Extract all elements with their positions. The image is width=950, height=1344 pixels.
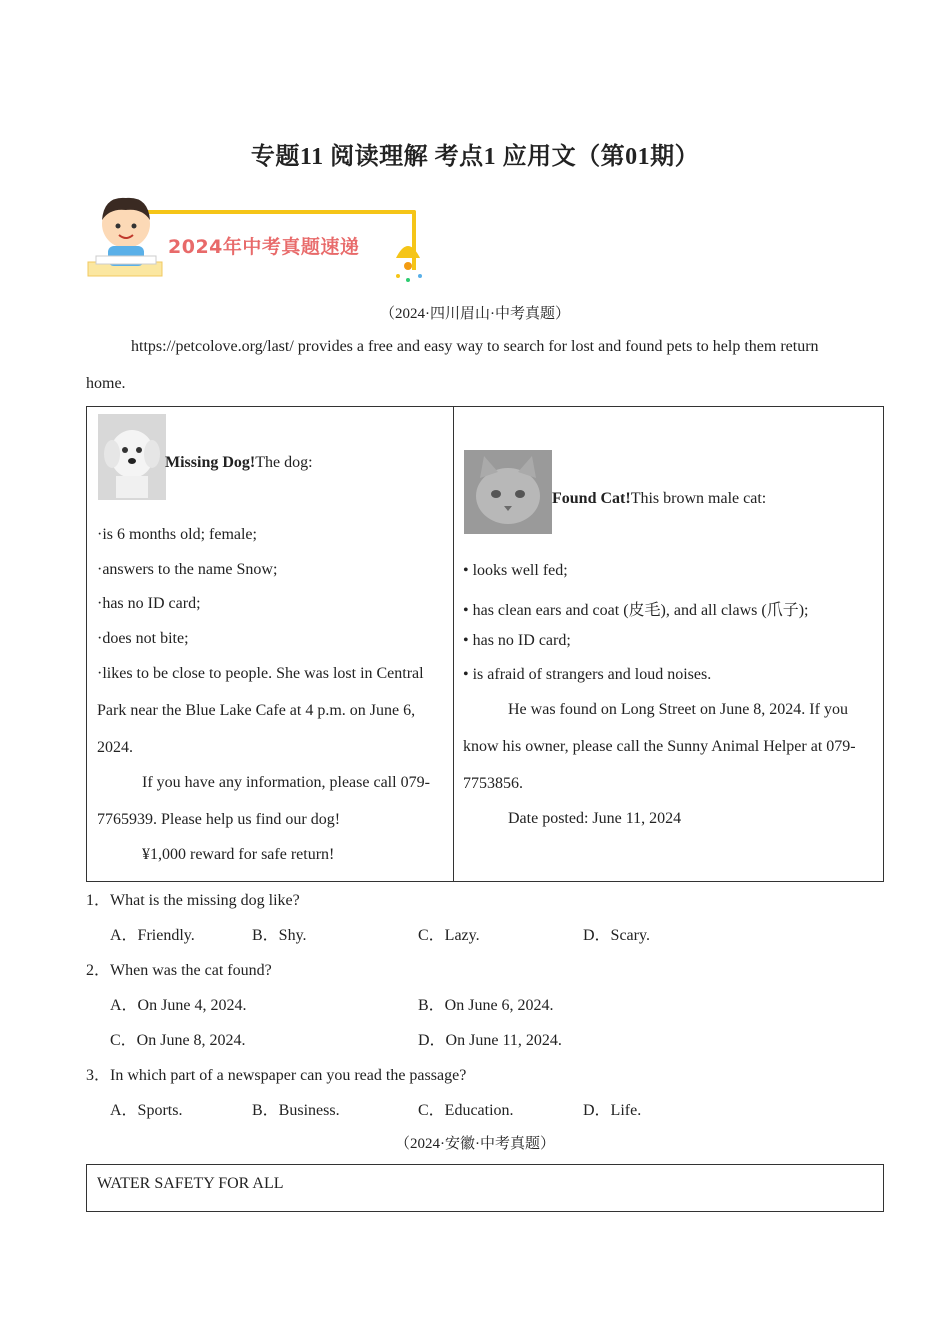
intro-text-cont: home. — [86, 375, 126, 392]
question-stem: 3．In which part of a newspaper can you read the passage? — [86, 1067, 467, 1084]
dog-item: ·does not bite; — [97, 630, 189, 647]
cat-subheading: This brown male cat: — [630, 490, 767, 507]
dog-heading: Missing Dog! — [165, 454, 256, 471]
dog-reward: ¥1,000 reward for safe return! — [142, 846, 335, 863]
column-divider — [453, 407, 454, 881]
dog-item: ·has no ID card; — [97, 595, 201, 612]
page-title: 专题11 阅读理解 考点1 应用文（第01期） — [250, 144, 700, 170]
answer-option[interactable]: A．On June 4, 2024. — [110, 997, 247, 1014]
dog-photo — [98, 414, 166, 500]
question-stem: 2．When was the cat found? — [86, 962, 272, 979]
cat-heading: Found Cat! — [552, 490, 631, 507]
answer-option[interactable]: A．Friendly. — [110, 927, 195, 944]
dog-item: ·is 6 months old; female; — [97, 526, 257, 543]
dog-text-line: 2024. — [97, 739, 133, 756]
cat-found-line: He was found on Long Street on June 8, 2024. If you — [508, 701, 848, 718]
cat-item: • looks well fed; — [463, 562, 568, 579]
dog-contact-line: 7765939. Please help us find our dog! — [97, 811, 341, 828]
dog-item: ·answers to the name Snow; — [97, 561, 278, 578]
cat-item: • has clean ears and coat (皮毛), and all claws (爪子); — [463, 602, 809, 619]
lamp-icon — [390, 214, 430, 284]
answer-option[interactable]: C．On June 8, 2024. — [110, 1032, 246, 1049]
cat-heading-line — [552, 490, 766, 508]
source-label: （2024·四川眉山·中考真题） — [380, 306, 570, 322]
answer-option[interactable]: C．Lazy. — [418, 927, 480, 944]
passage-box — [86, 1164, 884, 1212]
dog-heading-line — [165, 454, 313, 472]
banner-title: 2024年中考真题速递 — [168, 236, 360, 258]
dog-text-line: ·likes to be close to people. She was lost in Central — [97, 665, 424, 682]
dog-contact-line: If you have any information, please call 079- — [142, 774, 430, 791]
section-banner — [86, 190, 426, 286]
cat-item: • has no ID card; — [463, 632, 571, 649]
dog-text-line: Park near the Blue Lake Cafe at 4 p.m. on June 6, — [97, 702, 416, 719]
cat-date-posted: Date posted: June 11, 2024 — [508, 810, 682, 827]
answer-option[interactable]: D．Scary. — [583, 927, 650, 944]
cat-item: • is afraid of strangers and loud noises. — [463, 666, 712, 683]
cat-found-line: 7753856. — [463, 775, 523, 792]
answer-option[interactable]: B．Shy. — [252, 927, 307, 944]
answer-option[interactable]: D．Life. — [583, 1102, 642, 1119]
passage-box-title: WATER SAFETY FOR ALL — [97, 1175, 284, 1192]
source-label: （2024·安徽·中考真题） — [395, 1136, 555, 1152]
answer-option[interactable]: B．On June 6, 2024. — [418, 997, 554, 1014]
answer-option[interactable]: C．Education. — [418, 1102, 514, 1119]
cat-found-line: know his owner, please call the Sunny Animal Helper at 079- — [463, 738, 856, 755]
question-stem: 1．What is the missing dog like? — [86, 892, 300, 909]
answer-option[interactable]: A．Sports. — [110, 1102, 183, 1119]
answer-option[interactable]: D．On June 11, 2024. — [418, 1032, 562, 1049]
cat-photo — [464, 450, 552, 534]
intro-text: https://petcolove.org/last/ provides a free and easy way to search for lost and found pets to help them return — [131, 338, 819, 355]
answer-option[interactable]: B．Business. — [252, 1102, 340, 1119]
notice-table — [86, 406, 884, 882]
dog-subheading: The dog: — [255, 454, 313, 471]
